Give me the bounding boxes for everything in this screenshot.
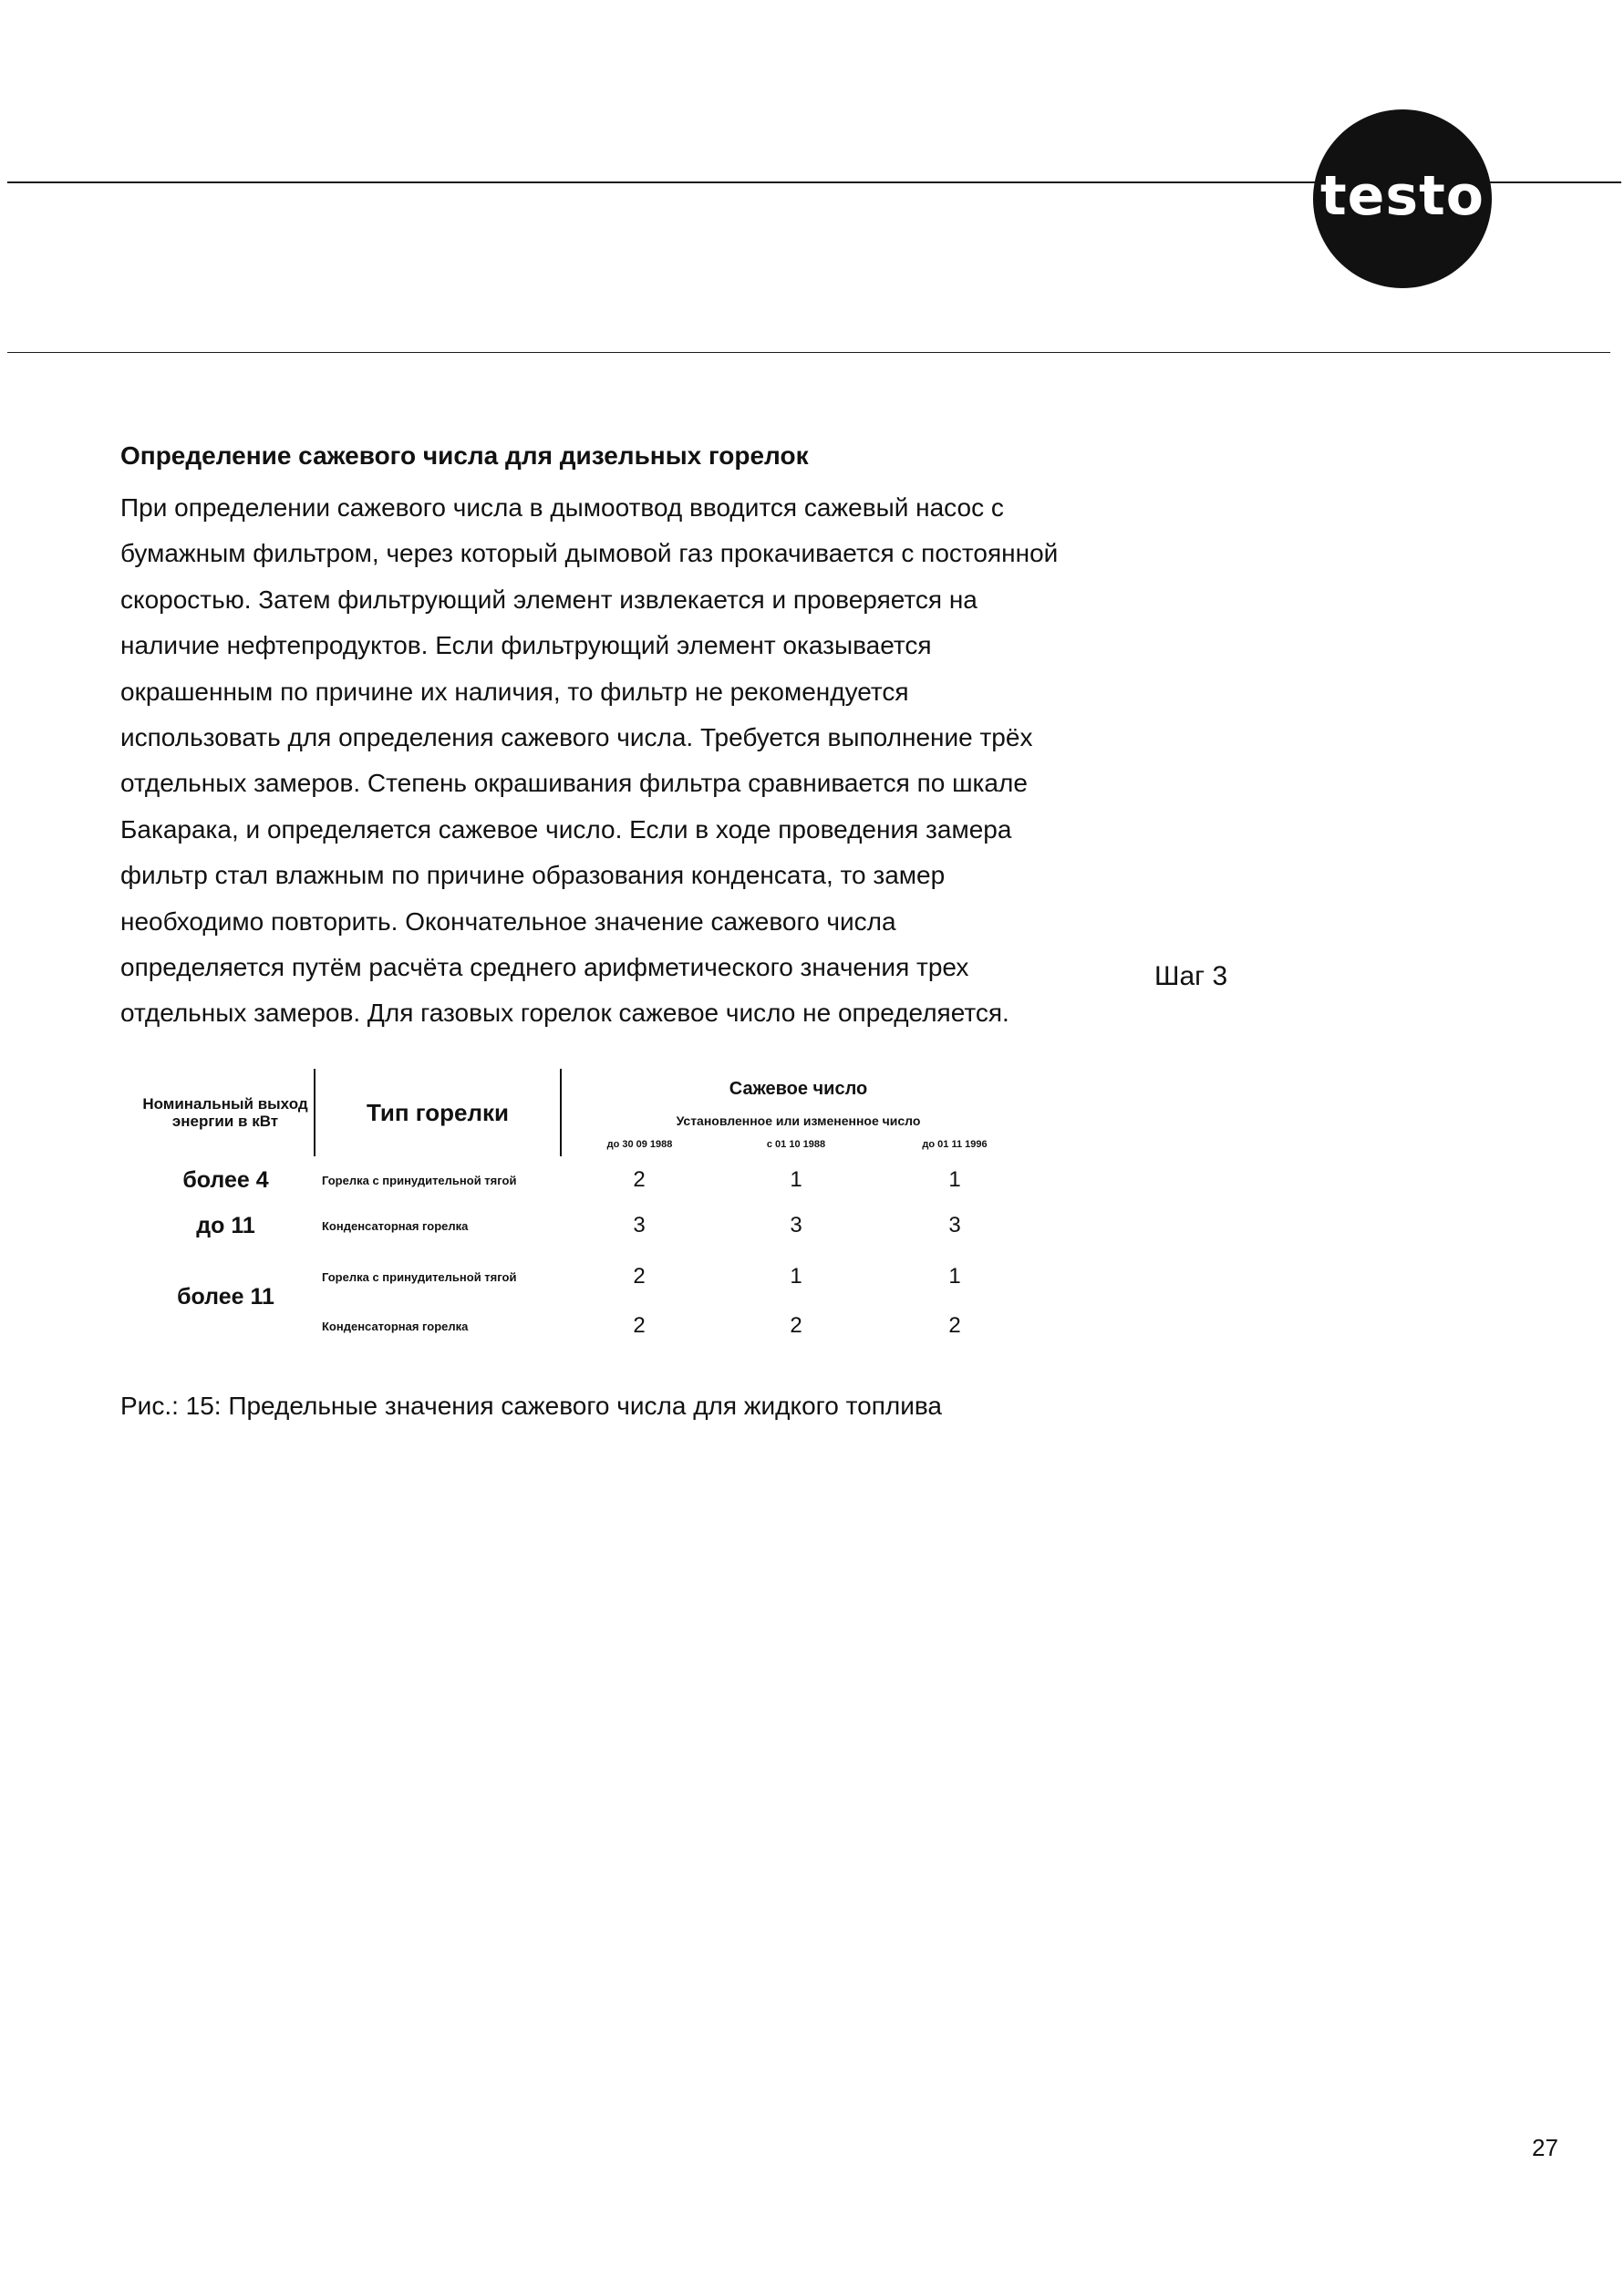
header-rule-lower xyxy=(7,352,1610,353)
header-set-or-changed: Установленное или измененное число xyxy=(676,1113,921,1128)
soot-value: 3 xyxy=(633,1213,646,1237)
power-cell: более 11 xyxy=(177,1283,274,1310)
testo-logo xyxy=(1313,109,1492,288)
header-burner-type: Тип горелки xyxy=(315,1069,561,1156)
soot-value: 2 xyxy=(790,1313,802,1338)
soot-value: 2 xyxy=(633,1167,646,1192)
header-date: с 01 10 1988 xyxy=(766,1139,826,1150)
burner-type-cell: Горелка с принудительной тягой xyxy=(322,1173,517,1187)
burner-type-cell: Горелка с принудительной тягой xyxy=(322,1269,517,1284)
soot-value: 2 xyxy=(633,1264,646,1289)
step-label: Шаг 3 xyxy=(1154,961,1228,991)
soot-number-table xyxy=(137,1069,1035,1346)
soot-value: 2 xyxy=(948,1313,961,1338)
soot-value: 1 xyxy=(948,1167,961,1192)
power-cell: более 4 xyxy=(182,1166,269,1193)
soot-value: 3 xyxy=(790,1213,802,1237)
figure-caption: Рис.: 15: Предельные значения сажевого числа для жидкого топлива xyxy=(120,1392,942,1420)
burner-type-cell: Конденсаторная горелка xyxy=(322,1319,469,1333)
soot-value: 2 xyxy=(633,1313,646,1338)
section-title: Определение сажевого числа для дизельных горелок xyxy=(120,441,809,470)
soot-value: 1 xyxy=(948,1264,961,1289)
header-date: до 30 09 1988 xyxy=(606,1139,673,1150)
header-date: до 01 11 1996 xyxy=(922,1139,988,1150)
soot-value: 1 xyxy=(790,1264,802,1289)
page-number: 27 xyxy=(1532,2134,1558,2161)
burner-type-cell: Конденсаторная горелка xyxy=(322,1218,469,1233)
power-cell: до 11 xyxy=(196,1212,255,1238)
section-body: При определении сажевого числа в дымоотвод вводится сажевый насос с бумажным фильтром, через который дымовой газ прокачивается с постоянной скоростью. Затем фильтрующий элемент извлекается и проверяется на наличие нефтепродуктов. Если фильтрующий элемент оказывается окрашенным по причине их наличия, то фильтр не рекомендуется использовать для определения сажевого числа. Требуется выполнение трёх отдельных замеров. Степень окрашивания фильтра сравнивается по шкале Бакарака, и определяется сажевое число. Если в ходе проведения замера фильтр стал влажным по причине образования конденсата, то замер необходимо повторить. Окончательное значение сажевого числа определяется путём расчёта среднего арифметического значения трех отдельных замеров. Для газовых горелок сажевое число не определяется. xyxy=(120,493,1059,1028)
header-power: Номинальный выход энергии в кВт xyxy=(137,1069,315,1156)
soot-value: 3 xyxy=(948,1213,961,1237)
logo-text: testo xyxy=(1320,164,1484,228)
soot-value: 1 xyxy=(790,1167,802,1192)
header-soot-number: Сажевое число xyxy=(729,1078,868,1099)
